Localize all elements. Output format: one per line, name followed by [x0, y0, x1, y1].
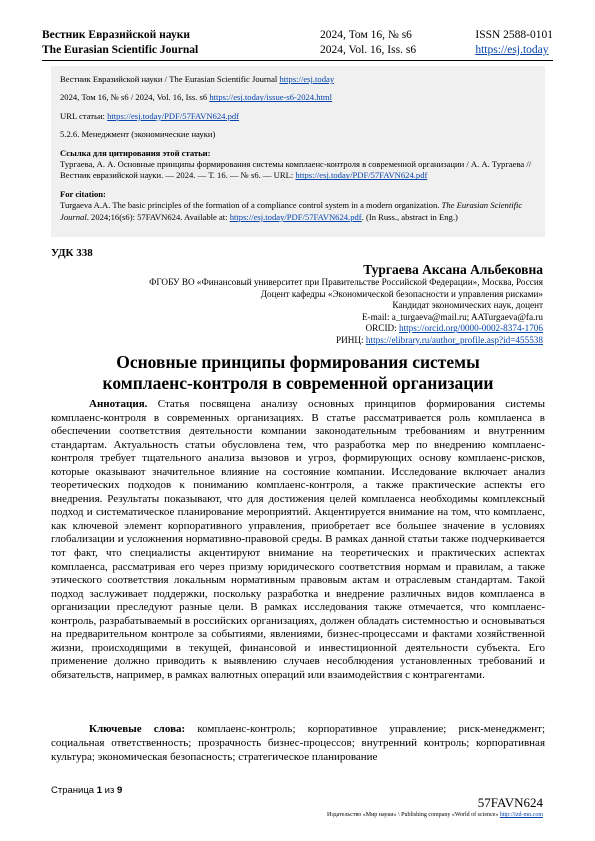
- citation-en-heading: For citation:: [60, 188, 106, 199]
- citation-en-text-2: . 2024;16(s6): 57FAVN624. Available at:: [86, 211, 230, 222]
- publisher-text: Издательство «Мир науки» \ Publishing company «World of science»: [327, 812, 500, 818]
- infobox-issue-link[interactable]: https://esj.today/issue-s6-2024.html: [209, 92, 333, 103]
- rinc-label: РИНЦ:: [336, 334, 366, 345]
- article-title: [51, 352, 545, 394]
- page-of: из: [102, 785, 117, 796]
- infobox-journal-link[interactable]: https://esj.today: [279, 74, 335, 84]
- author-info: [149, 277, 543, 347]
- citation-infobox: [51, 66, 545, 237]
- abstract: [51, 398, 545, 682]
- author-degree: Кандидат экономических наук, доцент: [392, 300, 543, 311]
- header-divider: [42, 60, 553, 61]
- citation-ru: [60, 148, 536, 182]
- article-url-link[interactable]: https://esj.today/PDF/57FAVN624.pdf: [107, 110, 240, 121]
- udk-code: УДК 338: [51, 247, 93, 259]
- keywords-label: Ключевые слова:: [89, 723, 186, 735]
- keywords: [51, 722, 545, 764]
- author-email: E-mail: a_turgaeva@mail.ru; AATurgaeva@fa.ru: [361, 311, 543, 322]
- abstract-text: Статья посвящена анализу основных принципов формирования системы комплаенс-контроля в современных организациях. В статье рассматривается роль комплаенса в обеспечении соответствия деятельности компании законодательным требованиям и внутренним стандартам. Актуальность статьи обусловлена тем, что разработка мер по внедрению комплаенс-контроля требует тщательного анализа вызовов и угроз, формирующих основу комплаенс-рисков, которые оказывают значительное влияние на состояние компании. Исследование включает анализ теоретических подходов к пониманию комплаенс-контроля, а также практические аспекты его внедрения. Результаты показывают, что для достижения целей комплаенса необходимы комплексный подход и систематическое планирование мероприятий. Акцентируется внимание на том, что комплаенс, как ключевой элемент корпоративного управления, приобретает все большее значение в условиях глобализации и усложнения нормативно-правовой среды. В рамках данной статьи также подчеркивается тот факт, что специалисты акцентируют внимание на теоретических и практических аспектах комплаенса, рассматривая его через призму юридического соответствия нормам и правилам, а также этического соответствия локальным нормативным правовым актам и отраслевым стандартам. Такой подход заслуживает поддержки, поскольку разработка и внедрение различных видов комплаенса в организации преследуют разные цели. В рамках исследования также отмечается, что комплаенс-контроль, разрабатываемый в российских организациях, должен обладать системностью и основываться на предварительном контроле за событиями, явлениями, бизнес-процессами и фактами хозяйственной жизни, происходящими в текущей, финансовой и инвестиционной деятельности субъекта. Его применение должно приводить к выявлению случаев несоблюдения установленных требований и обязательств, например, в рамках валютных операций или взаимодействия с контрагентами.: [51, 398, 545, 681]
- issue-ru: 2024, Том 16, № s6: [320, 29, 412, 41]
- infobox-article-url: [60, 111, 536, 122]
- orcid-link[interactable]: https://orcid.org/0000-0002-8374-1706: [398, 323, 543, 334]
- issue-en: 2024, Vol. 16, Iss. s6: [320, 44, 417, 56]
- title-line-2: комплаенс-контроля в современной организации: [102, 373, 494, 393]
- keywords-text: комплаенс-контроль; корпоративное управление; риск-менеджмент; социальная ответственность; прозрачность бизнес-процессов; внутренний контроль; корпоративная культура; экономическая безопасность; стратегическое планирование: [51, 723, 545, 763]
- citation-ru-link[interactable]: https://esj.today/PDF/57FAVN624.pdf: [295, 170, 428, 181]
- journal-site-link[interactable]: https://esj.today: [475, 44, 549, 56]
- article-url-label: URL статьи:: [60, 110, 108, 121]
- page-total: 9: [116, 785, 123, 796]
- citation-en-text: Turgaeva A.A. The basic principles of the formation of a compliance control system in a modern organization.: [60, 200, 442, 211]
- title-line-1: Основные принципы формирования системы: [116, 352, 480, 372]
- publisher-line: [327, 812, 543, 818]
- citation-ru-text: Тургаева, А. А. Основные принципы формирования системы комплаенс-контроля в современной организации / А. А. Тургаева // Вестник евразийской науки. — 2024. — Т. 16. — № s6. — URL:: [60, 159, 532, 181]
- journal-title-ru: Вестник Евразийской науки: [42, 29, 190, 41]
- page-current: 1: [96, 785, 102, 796]
- issn: ISSN 2588-0101: [475, 29, 553, 41]
- citation-en-journal: The Eurasian Scientific Journal: [60, 200, 523, 222]
- author-affiliation: ФГОБУ ВО «Финансовый университет при Правительстве Российской Федерации», Москва, Россия: [149, 277, 543, 287]
- journal-title-en: The Eurasian Scientific Journal: [42, 44, 199, 56]
- abstract-label: Аннотация.: [89, 398, 148, 410]
- infobox-journal: [60, 74, 536, 85]
- rinc-link[interactable]: https://elibrary.ru/author_profile.asp?id=455538: [365, 334, 543, 345]
- issue-block: [320, 28, 416, 58]
- author-rinc: [149, 335, 543, 347]
- citation-en: [60, 189, 536, 223]
- author-position: Доцент кафедры «Экономической безопасности и управления рисками»: [260, 288, 543, 299]
- infobox-issue: [60, 92, 536, 103]
- orcid-label: ORCID:: [365, 323, 399, 334]
- article-code: 57FAVN624: [477, 795, 543, 810]
- journal-title-block: [42, 28, 198, 58]
- issn-block: [475, 28, 553, 58]
- page-prefix: Страница: [51, 785, 97, 796]
- infobox-specialty: 5.2.6. Менеджмент (экономические науки): [60, 129, 216, 140]
- author-orcid: [149, 323, 543, 335]
- citation-en-link[interactable]: https://esj.today/PDF/57FAVN624.pdf: [229, 211, 362, 222]
- citation-en-text-3: . (In Russ., abstract in Eng.): [361, 211, 458, 222]
- infobox-journal-text: Вестник Евразийской науки / The Eurasian Scientific Journal: [60, 74, 280, 84]
- author-name: Тургаева Аксана Альбековна: [363, 262, 543, 277]
- infobox-issue-text: 2024, Том 16, № s6 / 2024, Vol. 16, Iss. s6: [60, 92, 210, 103]
- journal-header: [42, 28, 553, 58]
- publisher-link[interactable]: http://izd-mn.com: [499, 812, 543, 818]
- citation-ru-heading: Ссылка для цитирования этой статьи:: [60, 147, 211, 158]
- page-number: [51, 785, 122, 796]
